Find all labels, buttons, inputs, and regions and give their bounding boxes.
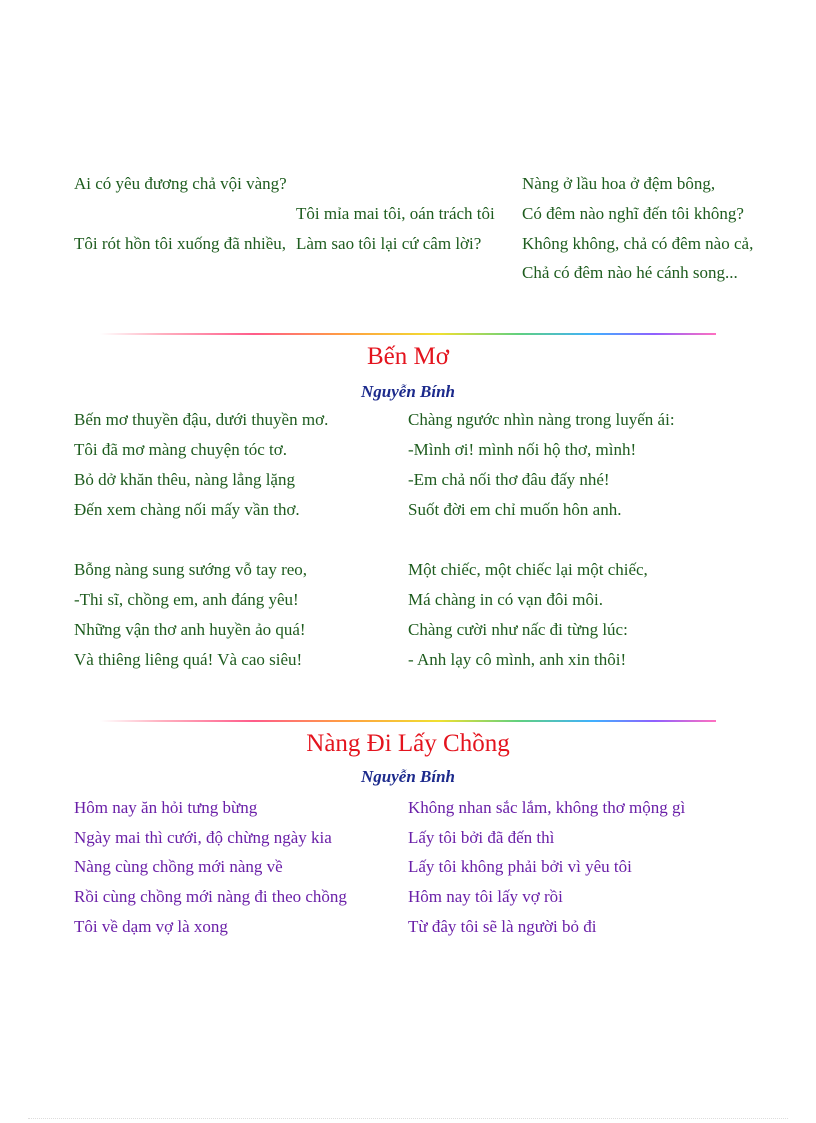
page-bottom-divider xyxy=(28,1118,788,1119)
poem2-right-line: -Em chả nối thơ đâu đấy nhé! xyxy=(408,470,610,489)
poem3-right-line: Từ đây tôi sẽ là người bỏ đi xyxy=(408,917,597,936)
poem2-left-line: Bỗng nàng sung sướng vỗ tay reo, xyxy=(74,560,308,579)
poem3-right-line: Hôm nay tôi lấy vợ rồi xyxy=(408,887,563,906)
poem1-right-line: Không không, chả có đêm nào cả, xyxy=(522,234,754,253)
poem1-left-line: Tôi rót hồn tôi xuống đã nhiều, xyxy=(74,234,287,253)
poem2-title: Bến Mơ xyxy=(367,343,449,370)
poem2-left-line: Tôi đã mơ màng chuyện tóc tơ. xyxy=(74,440,287,459)
rainbow-divider xyxy=(100,333,716,335)
poem2-right-line: Má chàng in có vạn đôi môi. xyxy=(408,590,603,609)
poem3-left-line: Ngày mai thì cưới, độ chừng ngày kia xyxy=(74,828,332,847)
poem2-right-line: Chàng ngước nhìn nàng trong luyến ái: xyxy=(408,410,675,429)
poem2-left-line: Và thiêng liêng quá! Và cao siêu! xyxy=(74,650,303,669)
poem3-right-line: Lấy tôi bởi đã đến thì xyxy=(408,828,555,847)
poem2-right-line: Chàng cười như nấc đi từng lúc: xyxy=(408,620,628,639)
rainbow-divider xyxy=(100,720,716,722)
poem1-right-line: Chả có đêm nào hé cánh song... xyxy=(522,263,738,282)
poem2-right-line: Suốt đời em chỉ muốn hôn anh. xyxy=(408,500,622,519)
poem2-right-line: - Anh lạy cô mình, anh xin thôi! xyxy=(408,650,627,669)
poem3-left-line: Rồi cùng chồng mới nàng đi theo chồng xyxy=(74,887,347,906)
poem3-left-line: Tôi về dạm vợ là xong xyxy=(74,917,228,936)
poem2-left-line: -Thi sĩ, chồng em, anh đáng yêu! xyxy=(74,590,299,609)
poem2-author: Nguyễn Bính xyxy=(361,382,455,401)
poem3-right-line: Lấy tôi không phải bởi vì yêu tôi xyxy=(408,857,632,876)
poem3-right-line: Không nhan sắc lắm, không thơ mộng gì xyxy=(408,798,686,817)
poem2-right-line: -Mình ơi! mình nối hộ thơ, mình! xyxy=(408,440,637,459)
poem2-left-line: Bến mơ thuyền đậu, dưới thuyền mơ. xyxy=(74,410,329,429)
poem1-right-line: Có đêm nào nghĩ đến tôi không? xyxy=(522,204,744,223)
poem1-middle-line: Tôi mỉa mai tôi, oán trách tôi xyxy=(296,204,495,223)
poem3-left-line: Nàng cùng chồng mới nàng về xyxy=(74,857,283,876)
poem3-author: Nguyễn Bính xyxy=(361,767,455,786)
poem1-left-line: Ai có yêu đương chả vội vàng? xyxy=(74,174,287,193)
poem2-right-line: Một chiếc, một chiếc lại một chiếc, xyxy=(408,560,648,579)
poem1-middle-line: Làm sao tôi lại cứ câm lời? xyxy=(296,234,482,253)
poem3-left-line: Hôm nay ăn hỏi tưng bừng xyxy=(74,798,258,817)
poem1-right-line: Nàng ở lầu hoa ở đệm bông, xyxy=(522,174,716,193)
poem2-left-line: Bỏ dở khăn thêu, nàng lẳng lặng xyxy=(74,470,295,489)
poem3-title: Nàng Đi Lấy Chồng xyxy=(306,730,510,757)
poem2-left-line: Đến xem chàng nối mấy vần thơ. xyxy=(74,500,300,519)
poem2-left-line: Những vận thơ anh huyền ảo quá! xyxy=(74,620,306,639)
